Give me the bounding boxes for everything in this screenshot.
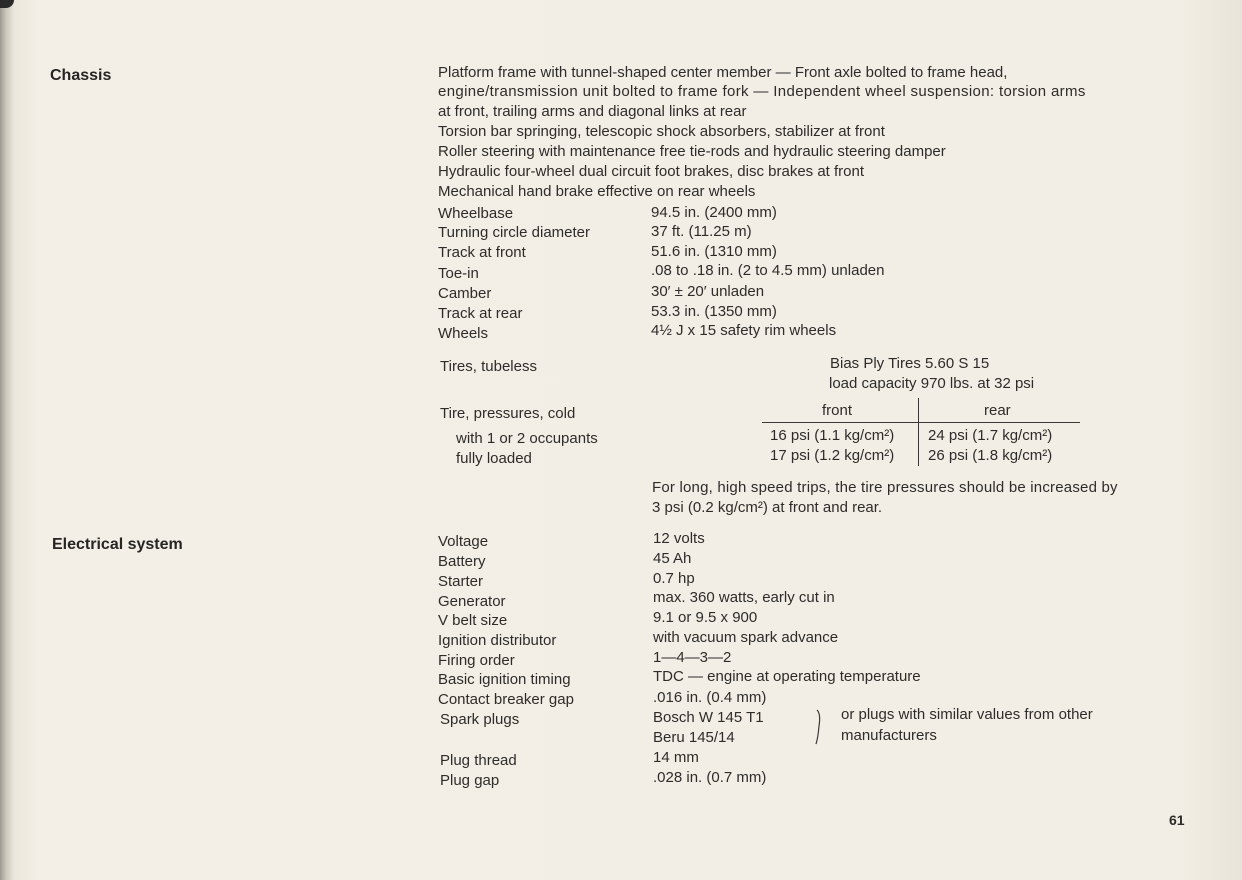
- spec-label: Firing order: [438, 652, 515, 669]
- spec-label: Battery: [438, 553, 486, 570]
- spec-label: Camber: [438, 285, 492, 302]
- spec-value: 0.7 hp: [653, 570, 695, 587]
- pressures-header-rear: rear: [984, 402, 1011, 419]
- pressure-rear-value: 24 psi (1.7 kg/cm²): [928, 427, 1053, 444]
- spec-label: Contact breaker gap: [438, 691, 574, 708]
- pressure-note: 3 psi (0.2 kg/cm²) at front and rear.: [652, 499, 883, 516]
- spec-label: Wheels: [438, 325, 489, 342]
- spec-value: 1—4—3—2: [653, 649, 732, 666]
- spec-label: Basic ignition timing: [438, 671, 571, 688]
- spec-value: 37 ft. (11.25 m): [651, 223, 752, 240]
- spec-value: .08 to .18 in. (2 to 4.5 mm) unladen: [651, 262, 885, 279]
- pressure-row-label: with 1 or 2 occupants: [456, 430, 598, 447]
- spec-value: 94.5 in. (2400 mm): [651, 204, 777, 221]
- pressure-front-value: 16 psi (1.1 kg/cm²): [770, 427, 895, 444]
- page-number: 61: [1169, 812, 1185, 828]
- spec-label: Ignition distributor: [438, 632, 557, 649]
- spec-value: 9.1 or 9.5 x 900: [653, 609, 758, 626]
- chassis-paragraph-line: engine/transmission unit bolted to frame fork — Independent wheel suspension: torsion arms: [438, 83, 1086, 100]
- spec-label: Plug thread: [440, 752, 517, 769]
- spec-label: Track at rear: [438, 305, 523, 322]
- pressure-rear-value: 26 psi (1.8 kg/cm²): [928, 447, 1053, 464]
- section-heading-chassis: Chassis: [50, 67, 112, 84]
- chassis-paragraph-line: Platform frame with tunnel-shaped center member — Front axle bolted to frame head,: [438, 64, 1008, 81]
- spec-label: Toe-in: [438, 265, 479, 282]
- book-spine-shadow: [0, 0, 14, 880]
- chassis-paragraph-line: Torsion bar springing, telescopic shock absorbers, stabilizer at front: [438, 123, 885, 140]
- spec-value: Beru 145/14: [653, 729, 735, 746]
- tires-value: Bias Ply Tires 5.60 S 15: [830, 355, 990, 372]
- tires-label: Tires, tubeless: [440, 358, 537, 375]
- spec-value: 30′ ± 20′ unladen: [651, 283, 765, 300]
- pressures-header-front: front: [822, 402, 853, 419]
- spec-label: Plug gap: [440, 772, 500, 789]
- tires-load-capacity: load capacity 970 lbs. at 32 psi: [829, 375, 1035, 392]
- spec-value: 4½ J x 15 safety rim wheels: [651, 322, 837, 339]
- pressures-header-rule: [762, 422, 1080, 423]
- spec-label: Voltage: [438, 533, 489, 550]
- spec-value: 51.6 in. (1310 mm): [651, 243, 777, 260]
- spec-label: Wheelbase: [438, 205, 514, 222]
- pressure-front-value: 17 psi (1.2 kg/cm²): [770, 447, 895, 464]
- pressures-label: Tire, pressures, cold: [440, 405, 576, 422]
- spark-plug-note: manufacturers: [841, 727, 937, 744]
- spec-value: 12 volts: [653, 530, 705, 547]
- spec-value: 53.3 in. (1350 mm): [651, 303, 777, 320]
- spec-label: Turning circle diameter: [438, 224, 590, 241]
- chassis-paragraph-line: Hydraulic four-wheel dual circuit foot brakes, disc brakes at front: [438, 163, 865, 180]
- spec-label: Starter: [438, 573, 484, 590]
- chassis-paragraph-line: Mechanical hand brake effective on rear wheels: [438, 183, 756, 200]
- spec-value: with vacuum spark advance: [653, 629, 839, 646]
- spec-label: V belt size: [438, 612, 508, 629]
- pressure-row-label: fully loaded: [456, 450, 532, 467]
- pressure-note: For long, high speed trips, the tire pressures should be increased by: [652, 479, 1118, 496]
- brace-icon: [814, 708, 824, 746]
- spec-value: 14 mm: [653, 749, 699, 766]
- spec-value: 45 Ah: [653, 550, 692, 567]
- spec-value: TDC — engine at operating temperature: [653, 668, 921, 685]
- spec-label: Generator: [438, 593, 506, 610]
- spec-value: max. 360 watts, early cut in: [653, 589, 835, 606]
- spec-value: Bosch W 145 T1: [653, 709, 764, 726]
- chassis-paragraph-line: at front, trailing arms and diagonal links at rear: [438, 103, 747, 120]
- chassis-paragraph-line: Roller steering with maintenance free tie-rods and hydraulic steering damper: [438, 143, 946, 160]
- spec-value: .016 in. (0.4 mm): [653, 689, 767, 706]
- pressures-column-divider: [918, 398, 919, 466]
- spark-plug-note: or plugs with similar values from other: [841, 706, 1093, 723]
- section-heading-electrical: Electrical system: [52, 536, 183, 553]
- spec-value: .028 in. (0.7 mm): [653, 769, 767, 786]
- spec-label: Spark plugs: [440, 711, 520, 728]
- spec-label: Track at front: [438, 244, 526, 261]
